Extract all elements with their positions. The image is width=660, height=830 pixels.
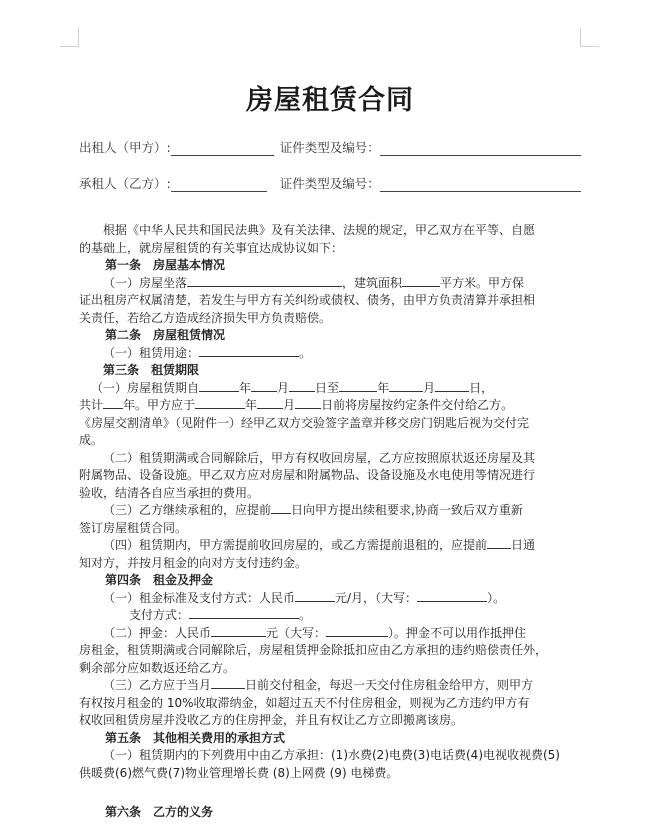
article-6-heading: 第六条 乙方的义务 xyxy=(105,805,214,819)
article-3-line: 签订房屋租赁合同。 xyxy=(79,520,188,535)
contract-body xyxy=(79,222,581,822)
article-4-line: 支付方式： 。 xyxy=(129,608,312,622)
end-day-blank[interactable] xyxy=(435,380,469,392)
start-month-blank[interactable] xyxy=(251,380,277,392)
article-5-line: 供暖费(6)燃气费(7)物业管理增长费 (8)上网费 (9) 电梯费。 xyxy=(79,765,399,780)
rent-uppercase-blank[interactable] xyxy=(417,590,487,602)
article-2-line: （一）租赁用途： 。 xyxy=(103,345,312,360)
lessor-name-field[interactable] xyxy=(171,143,274,156)
lessor-label: 出租人（甲方）: xyxy=(79,140,171,155)
page-corner-mark-left xyxy=(60,28,79,47)
article-3-line: （一）房屋租赁期自 年 月 日至 年 月 日， xyxy=(91,380,494,395)
article-1-line: （一）房屋坐落 ，建筑面积 平方米。甲方保 xyxy=(103,275,525,290)
article-3-line: 验收，结清各自应当承担的费用。 xyxy=(79,485,260,500)
start-year-blank[interactable] xyxy=(199,380,239,392)
article-3-line: （三）乙方继续承租的，应提前 日向甲方提出续租要求,协商一致后双方重新 xyxy=(103,503,523,517)
lessee-id-label: 证件类型及编号： xyxy=(279,176,380,191)
lessor-row xyxy=(79,138,581,156)
article-3-line: 《房屋交割清单》（见附件一）经甲乙双方交验签字盖章并移交房门钥匙后视为交付完 xyxy=(79,415,530,430)
intro-line: 的基础上，就房屋租赁的有关事宜达成协议如下： xyxy=(79,240,344,255)
lessee-label: 承租人（乙方）: xyxy=(79,176,171,191)
article-4-line: 剩余部分应如数返还给乙方。 xyxy=(79,660,236,675)
rent-due-day-blank[interactable] xyxy=(211,677,245,689)
article-4-line: 房租金，租赁期满或合同解除后，房屋租赁押金除抵扣应由乙方承担的违约赔偿责任外， xyxy=(79,643,548,657)
notice-days-blank[interactable] xyxy=(487,537,511,549)
article-4-line: 有权按月租金的 10%收取滞纳金，如超过五天不付住房租金，则视为乙方违约甲方有 xyxy=(79,695,530,710)
page-corner-mark-right xyxy=(580,28,599,47)
end-month-blank[interactable] xyxy=(389,380,423,392)
total-years-blank[interactable] xyxy=(103,397,123,409)
lessee-name-field[interactable] xyxy=(171,179,267,192)
article-3-line: （二）租赁期满或合同解除后，甲方有权收回房屋，乙方应按照原状返还房屋及其 xyxy=(103,450,536,465)
purpose-blank[interactable] xyxy=(199,345,299,357)
article-1-line: 证出租房产权属清楚，若发生与甲方有关纠纷或债权、债务，由甲方负责清算并承担相 xyxy=(79,293,536,307)
article-4-heading: 第四条 租金及押金 xyxy=(105,573,214,587)
article-5-heading: 第五条 其他相关费用的承担方式 xyxy=(105,730,286,745)
article-4-line: （二）押金：人民币 元（大写： ）。押金不可以用作抵押住 xyxy=(103,625,527,640)
area-blank[interactable] xyxy=(402,275,440,287)
article-5-line: （一）租赁期内的下列费用中由乙方承担：(1)水费(2)电费(3)电话费(4)电视收视费(5) xyxy=(103,748,560,762)
document-title: 房屋租赁合同 xyxy=(246,85,414,116)
article-3-line: 附属物品、设备设施。甲乙双方应对房屋和附属物品、设备设施及水电使用等情况进行 xyxy=(79,468,536,482)
article-3-line: 知对方，并按月租金的向对方支付违约金。 xyxy=(79,555,308,570)
article-2-heading: 第二条 房屋租赁情况 xyxy=(105,328,226,342)
delivery-month-blank[interactable] xyxy=(257,397,283,409)
deposit-amount-blank[interactable] xyxy=(211,625,266,637)
article-3-heading: 第三条 租赁期限 xyxy=(103,363,200,377)
address-blank[interactable] xyxy=(187,275,342,287)
intro-line: 根据《中华人民共和国民法典》及有关法律、法规的规定，甲乙双方在平等、自愿 xyxy=(103,223,536,237)
article-4-line: （三）乙方应于当月 日前交付租金，每迟一天交付住房租金给甲方，则甲方 xyxy=(103,678,534,692)
lessor-id-label: 证件类型及编号： xyxy=(279,140,380,155)
article-3-line: 共计 年。甲方应于 年 月 日前将房屋按约定条件交付给乙方。 xyxy=(79,398,514,412)
lessee-id-field[interactable] xyxy=(380,179,581,192)
lessor-id-field[interactable] xyxy=(380,143,581,156)
lessee-row xyxy=(79,174,581,192)
renewal-days-blank[interactable] xyxy=(271,502,291,514)
article-3-line: 成。 xyxy=(79,433,104,447)
article-3-line: （四）租赁期内，甲方需提前收回房屋的，或乙方需提前退租的，应提前 日通 xyxy=(103,538,536,552)
rent-amount-blank[interactable] xyxy=(295,590,335,602)
payment-method-blank[interactable] xyxy=(189,607,299,619)
article-1-heading: 第一条 房屋基本情况 xyxy=(105,258,226,272)
deposit-uppercase-blank[interactable] xyxy=(326,625,388,637)
delivery-year-blank[interactable] xyxy=(195,397,245,409)
article-1-line: 关责任，若给乙方造成经济损失甲方负责赔偿。 xyxy=(79,310,332,325)
end-year-blank[interactable] xyxy=(339,380,377,392)
start-day-blank[interactable] xyxy=(289,380,315,392)
delivery-day-blank[interactable] xyxy=(295,397,321,409)
article-4-line: （一）租金标准及支付方式：人民币 元/月，（大写： ）。 xyxy=(103,590,506,605)
article-4-line: 权收回租赁房屋并没收乙方的住房押金，并且有权让乙方立即搬离该房。 xyxy=(79,713,464,727)
